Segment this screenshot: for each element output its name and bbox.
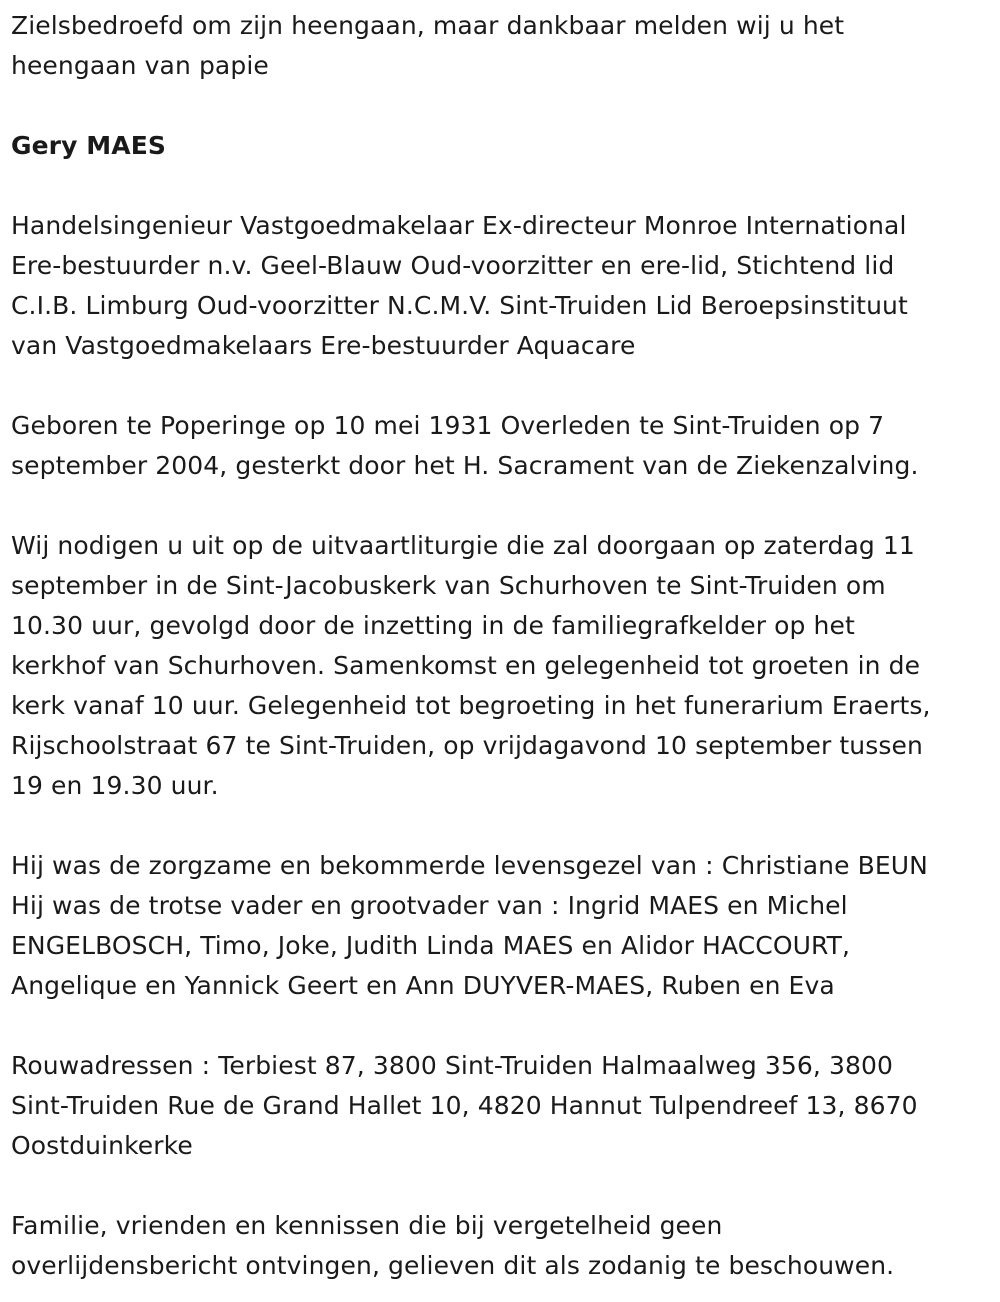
family-paragraph bbox=[11, 846, 988, 1006]
text-line: Oostduinkerke bbox=[11, 1131, 193, 1160]
text-line: Geboren te Poperinge op 10 mei 1931 Overleden te Sint-Truiden op 7 bbox=[11, 411, 885, 440]
intro-paragraph bbox=[11, 6, 988, 86]
text-line: kerkhof van Schurhoven. Samenkomst en gelegenheid tot groeten in de bbox=[11, 651, 921, 680]
text-line: van Vastgoedmakelaars Ere-bestuurder Aquacare bbox=[11, 331, 636, 360]
text-line: Ere-bestuurder n.v. Geel-Blauw Oud-voorzitter en ere-lid, Stichtend lid bbox=[11, 251, 895, 280]
text-line: september in de Sint-Jacobuskerk van Schurhoven te Sint-Truiden om bbox=[11, 571, 886, 600]
text-line: Hij was de zorgzame en bekommerde levensgezel van : Christiane BEUN bbox=[11, 851, 928, 880]
addresses-paragraph bbox=[11, 1046, 988, 1166]
text-line: Rijschoolstraat 67 te Sint-Truiden, op vrijdagavond 10 september tussen bbox=[11, 731, 923, 760]
text-line: 19 en 19.30 uur. bbox=[11, 771, 219, 800]
text-line: Hij was de trotse vader en grootvader van : Ingrid MAES en Michel bbox=[11, 891, 848, 920]
text-line: overlijdensbericht ontvingen, gelieven dit als zodanig te beschouwen. bbox=[11, 1251, 895, 1280]
funeral-paragraph bbox=[11, 526, 988, 806]
text-line: Zielsbedroefd om zijn heengaan, maar dankbaar melden wij u het bbox=[11, 11, 845, 40]
titles-paragraph bbox=[11, 206, 988, 366]
text-line: Wij nodigen u uit op de uitvaartliturgie die zal doorgaan op zaterdag 11 bbox=[11, 531, 915, 560]
text-line: kerk vanaf 10 uur. Gelegenheid tot begroeting in het funerarium Eraerts, bbox=[11, 691, 931, 720]
text-line: Rouwadressen : Terbiest 87, 3800 Sint-Truiden Halmaalweg 356, 3800 bbox=[11, 1051, 894, 1080]
text-line: Handelsingenieur Vastgoedmakelaar Ex-directeur Monroe International bbox=[11, 211, 907, 240]
text-line: C.I.B. Limburg Oud-voorzitter N.C.M.V. Sint-Truiden Lid Beroepsinstituut bbox=[11, 291, 908, 320]
text-line: Familie, vrienden en kennissen die bij vergetelheid geen bbox=[11, 1211, 723, 1240]
deceased-name: Gery MAES bbox=[11, 131, 167, 160]
closing-paragraph bbox=[11, 1206, 988, 1286]
birth-death-paragraph bbox=[11, 406, 988, 486]
text-line: Angelique en Yannick Geert en Ann DUYVER-MAES, Ruben en Eva bbox=[11, 971, 835, 1000]
text-line: september 2004, gesterkt door het H. Sacrament van de Ziekenzalving. bbox=[11, 451, 919, 480]
text-line: Sint-Truiden Rue de Grand Hallet 10, 4820 Hannut Tulpendreef 13, 8670 bbox=[11, 1091, 918, 1120]
text-line: heengaan van papie bbox=[11, 51, 269, 80]
text-line: ENGELBOSCH, Timo, Joke, Judith Linda MAES en Alidor HACCOURT, bbox=[11, 931, 851, 960]
text-line: 10.30 uur, gevolgd door de inzetting in de familiegrafkelder op het bbox=[11, 611, 855, 640]
